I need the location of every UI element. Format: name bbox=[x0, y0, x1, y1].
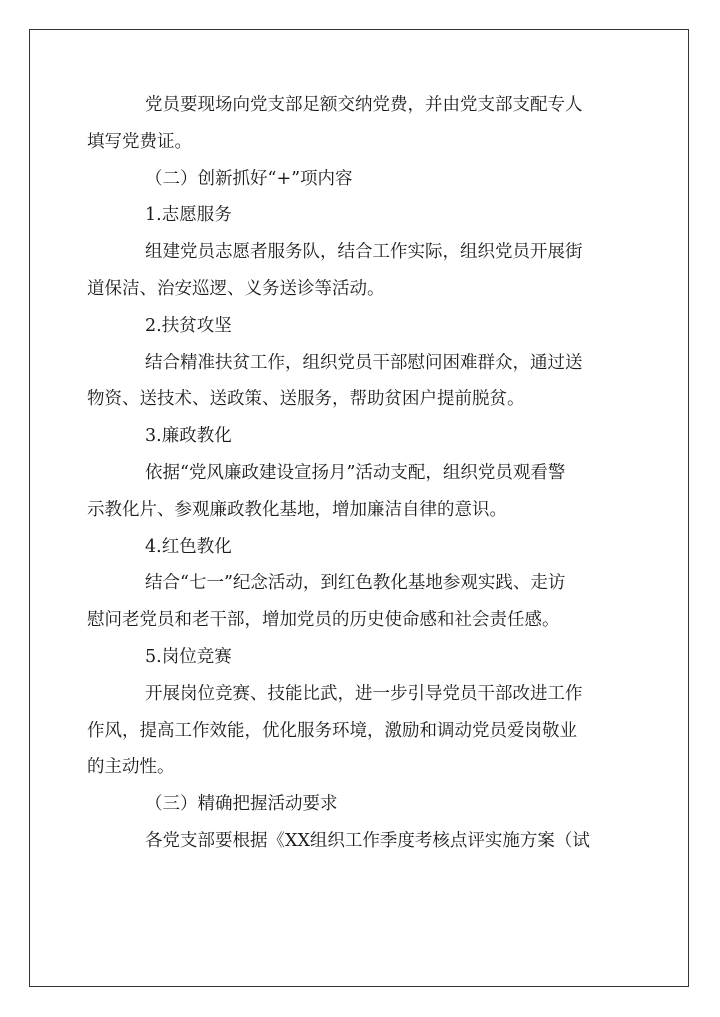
paragraph-line: 党员要现场向党支部足额交纳党费，并由党支部支配专人 bbox=[145, 95, 583, 115]
paragraph-line: 组建党员志愿者服务队，结合工作实际，组织党员开展街 bbox=[145, 242, 583, 263]
paragraph-line: 结合“七一”纪念活动，到红色教化基地参观实践、走访 bbox=[145, 573, 566, 594]
paragraph-line: 慰问老党员和老干部，增加党员的历史使命感和社会责任感。 bbox=[87, 610, 560, 631]
paragraph-line: 填写党费证。 bbox=[87, 131, 192, 152]
paragraph-line: 依据“党风廉政建设宣扬月”活动支配，组织党员观看警 bbox=[145, 462, 566, 483]
subsection-heading: 4.红色教化 bbox=[145, 536, 232, 557]
paragraph-line: 道保洁、治安巡逻、义务送诊等活动。 bbox=[87, 278, 385, 299]
paragraph-line: 的主动性。 bbox=[87, 757, 175, 778]
document-body bbox=[87, 87, 635, 860]
subsection-heading: 5.岗位竞赛 bbox=[145, 646, 232, 667]
paragraph-line: 作风，提高工作效能，优化服务环境，激励和调动党员爱岗敬业 bbox=[87, 720, 577, 741]
subsection-heading: 1.志愿服务 bbox=[145, 205, 232, 226]
paragraph-line: 示教化片、参观廉政教化基地，增加廉洁自律的意识。 bbox=[87, 499, 507, 520]
paragraph-line: 结合精准扶贫工作，组织党员干部慰问困难群众，通过送 bbox=[145, 352, 583, 373]
paragraph-line: 开展岗位竞赛、技能比武，进一步引导党员干部改进工作 bbox=[145, 683, 583, 704]
paragraph-line: 物资、送技术、送政策、送服务，帮助贫困户提前脱贫。 bbox=[87, 389, 525, 410]
subsection-heading: 2.扶贫攻坚 bbox=[145, 315, 232, 336]
paragraph-line: 各党支部要根据《XX组织工作季度考核点评实施方案（试 bbox=[145, 830, 590, 851]
subsection-heading: 3.廉政教化 bbox=[145, 426, 232, 447]
section-heading: （三）精确把握活动要求 bbox=[145, 794, 338, 815]
section-heading: （二）创新抓好“+”项内容 bbox=[145, 168, 353, 189]
